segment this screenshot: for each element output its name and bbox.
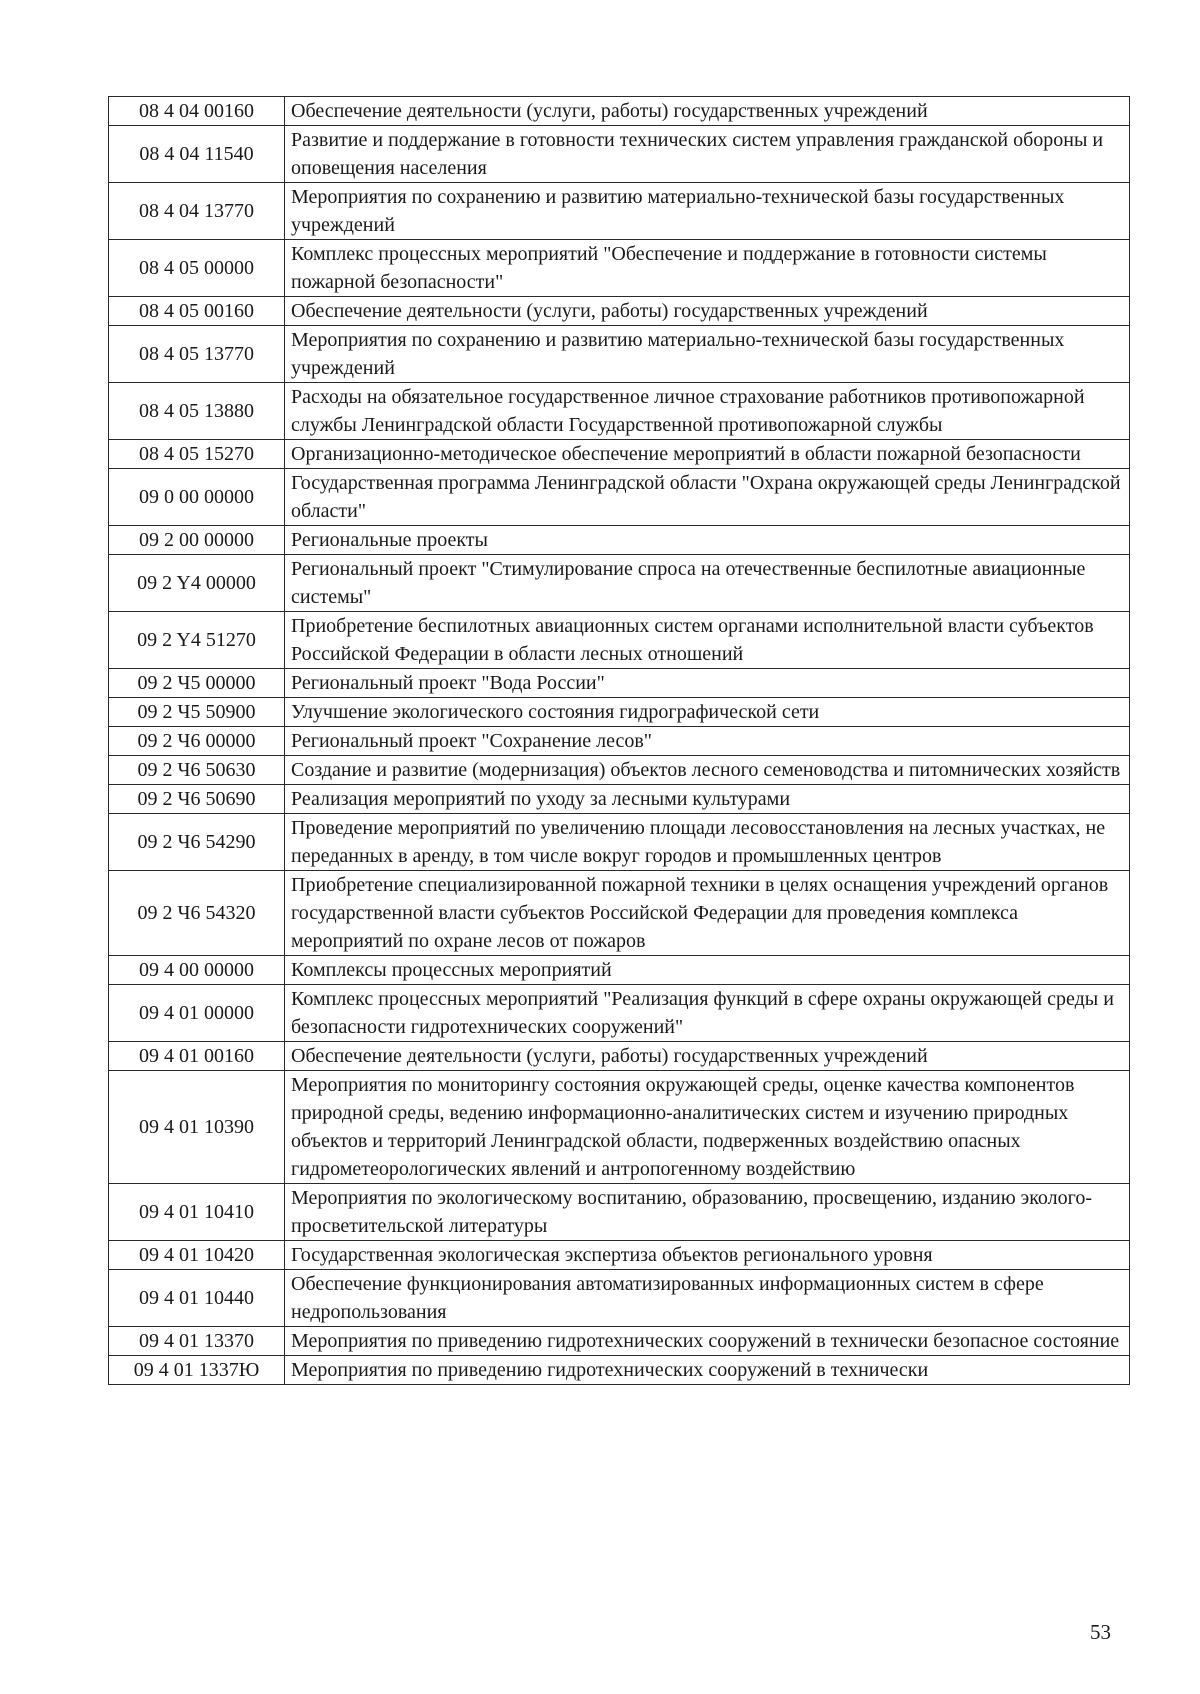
- row-code: 09 2 Ч5 50900: [109, 698, 285, 727]
- table-row: [109, 126, 1130, 183]
- table-row: [109, 297, 1130, 326]
- row-description: Приобретение специализированной пожарной техники в целях оснащения учреждений органов государственной власти субъектов Российской Федерации для проведения комплекса мероприятий по охране лесов от пожаров: [285, 871, 1130, 956]
- row-code: 09 2 Ч6 50690: [109, 785, 285, 814]
- table-row: [109, 756, 1130, 785]
- row-code: 08 4 04 11540: [109, 126, 285, 183]
- row-description: Мероприятия по приведению гидротехнических сооружений в технически безопасное состояние: [285, 1327, 1130, 1356]
- row-description: Приобретение беспилотных авиационных систем органами исполнительной власти субъектов Российской Федерации в области лесных отношений: [285, 612, 1130, 669]
- row-code: 09 2 Y4 51270: [109, 612, 285, 669]
- row-code: 09 4 01 1337Ю: [109, 1356, 285, 1385]
- table-row: [109, 727, 1130, 756]
- table-row: [109, 1327, 1130, 1356]
- row-description: Мероприятия по экологическому воспитанию, образованию, просвещению, изданию эколого-просветительской литературы: [285, 1184, 1130, 1241]
- row-description: Обеспечение деятельности (услуги, работы) государственных учреждений: [285, 97, 1130, 126]
- row-description: Создание и развитие (модернизация) объектов лесного семеноводства и питомнических хозяйств: [285, 756, 1130, 785]
- table-row: [109, 1071, 1130, 1184]
- table-row: [109, 383, 1130, 440]
- row-code: 08 4 05 00160: [109, 297, 285, 326]
- table-row: [109, 555, 1130, 612]
- row-description: Региональный проект "Вода России": [285, 669, 1130, 698]
- row-description: Проведение мероприятий по увеличению площади лесовосстановления на лесных участках, не переданных в аренду, в том числе вокруг городов и промышленных центров: [285, 814, 1130, 871]
- row-code: 08 4 05 13770: [109, 326, 285, 383]
- table-row: [109, 871, 1130, 956]
- table-row: [109, 326, 1130, 383]
- table-row: [109, 814, 1130, 871]
- row-code: 08 4 05 00000: [109, 240, 285, 297]
- row-code: 09 4 01 00000: [109, 985, 285, 1042]
- row-code: 09 2 Ч6 00000: [109, 727, 285, 756]
- row-code: 09 4 01 10390: [109, 1071, 285, 1184]
- row-description: Государственная экологическая экспертиза объектов регионального уровня: [285, 1241, 1130, 1270]
- row-code: 09 2 Ч6 50630: [109, 756, 285, 785]
- row-code: 09 4 01 10420: [109, 1241, 285, 1270]
- row-description: Региональный проект "Стимулирование спроса на отечественные беспилотные авиационные системы": [285, 555, 1130, 612]
- classification-table: [108, 96, 1130, 1385]
- table-row: [109, 1270, 1130, 1327]
- table-row: [109, 1184, 1130, 1241]
- table-row: [109, 698, 1130, 727]
- row-code: 09 4 01 10410: [109, 1184, 285, 1241]
- row-code: 08 4 04 00160: [109, 97, 285, 126]
- row-code: 09 4 01 10440: [109, 1270, 285, 1327]
- row-description: Мероприятия по сохранению и развитию материально-технической базы государственных учреждений: [285, 326, 1130, 383]
- row-description: Мероприятия по приведению гидротехнических сооружений в технически: [285, 1356, 1130, 1385]
- row-description: Организационно-методическое обеспечение мероприятий в области пожарной безопасности: [285, 440, 1130, 469]
- row-description: Региональный проект "Сохранение лесов": [285, 727, 1130, 756]
- table-row: [109, 183, 1130, 240]
- row-code: 09 2 Ч5 00000: [109, 669, 285, 698]
- row-code: 09 4 01 00160: [109, 1042, 285, 1071]
- table-row: [109, 785, 1130, 814]
- row-description: Улучшение экологического состояния гидрографической сети: [285, 698, 1130, 727]
- table-row: [109, 956, 1130, 985]
- row-description: Комплекс процессных мероприятий "Обеспечение и поддержание в готовности системы пожарной безопасности": [285, 240, 1130, 297]
- table-row: [109, 526, 1130, 555]
- row-description: Реализация мероприятий по уходу за лесными культурами: [285, 785, 1130, 814]
- row-code: 09 2 Ч6 54290: [109, 814, 285, 871]
- page-number: 53: [1090, 1620, 1111, 1644]
- row-code: 08 4 05 13880: [109, 383, 285, 440]
- table-row: [109, 97, 1130, 126]
- row-description: Развитие и поддержание в готовности технических систем управления гражданской обороны и оповещения населения: [285, 126, 1130, 183]
- row-description: Комплекс процессных мероприятий "Реализация функций в сфере охраны окружающей среды и безопасности гидротехнических сооружений": [285, 985, 1130, 1042]
- table-row: [109, 1042, 1130, 1071]
- row-description: Мероприятия по мониторингу состояния окружающей среды, оценке качества компонентов природной среды, ведению информационно-аналитических систем и изучению природных объектов и территорий Ленинградской области, подверженных воздействию опасных гидрометеорологических явлений и антропогенному воздействию: [285, 1071, 1130, 1184]
- row-code: 09 4 00 00000: [109, 956, 285, 985]
- table-row: [109, 240, 1130, 297]
- row-code: 08 4 05 15270: [109, 440, 285, 469]
- row-code: 08 4 04 13770: [109, 183, 285, 240]
- table-row: [109, 440, 1130, 469]
- row-code: 09 2 Ч6 54320: [109, 871, 285, 956]
- table-row: [109, 1241, 1130, 1270]
- row-description: Комплексы процессных мероприятий: [285, 956, 1130, 985]
- row-code: 09 4 01 13370: [109, 1327, 285, 1356]
- row-description: Региональные проекты: [285, 526, 1130, 555]
- table-row: [109, 1356, 1130, 1385]
- row-description: Расходы на обязательное государственное личное страхование работников противопожарной службы Ленинградской области Государственной противопожарной службы: [285, 383, 1130, 440]
- row-description: Обеспечение деятельности (услуги, работы) государственных учреждений: [285, 1042, 1130, 1071]
- row-code: 09 2 00 00000: [109, 526, 285, 555]
- row-description: Обеспечение функционирования автоматизированных информационных систем в сфере недропользования: [285, 1270, 1130, 1327]
- table-row: [109, 669, 1130, 698]
- row-description: Государственная программа Ленинградской области "Охрана окружающей среды Ленинградской области": [285, 469, 1130, 526]
- table-body: [109, 97, 1130, 1385]
- table-row: [109, 612, 1130, 669]
- table-row: [109, 469, 1130, 526]
- row-code: 09 2 Y4 00000: [109, 555, 285, 612]
- row-description: Обеспечение деятельности (услуги, работы) государственных учреждений: [285, 297, 1130, 326]
- table-row: [109, 985, 1130, 1042]
- row-code: 09 0 00 00000: [109, 469, 285, 526]
- row-description: Мероприятия по сохранению и развитию материально-технической базы государственных учреждений: [285, 183, 1130, 240]
